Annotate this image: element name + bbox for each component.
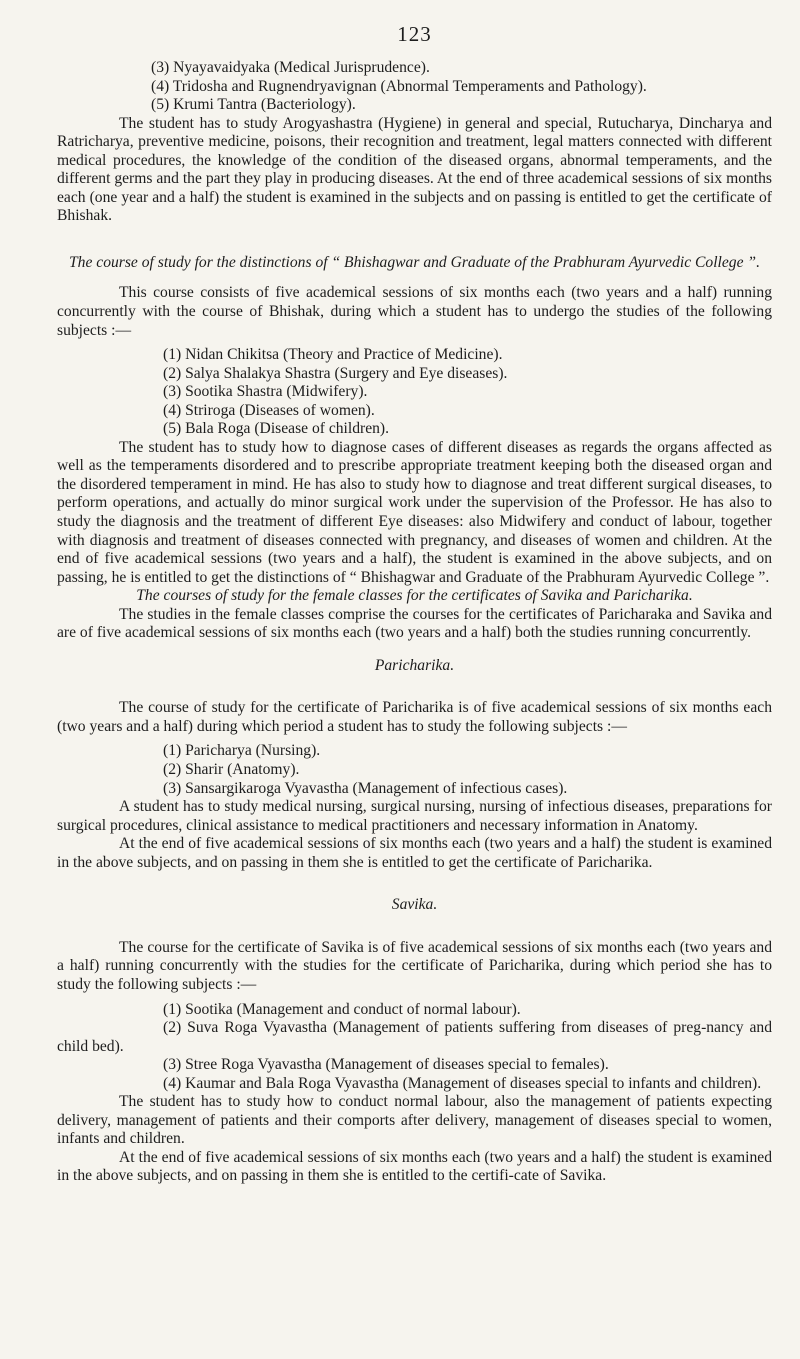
paricharika-item: (1) Paricharya (Nursing). xyxy=(163,742,321,760)
paragraph-savika-exam: At the end of five academical sessions of six months each (two years and a half) the student is examined in the above subjects, and on passing in them she is entitled to the certifi-cate of Savika. xyxy=(57,1148,772,1185)
paragraph-bhishak: The student has to study Arogyashastra (Hygiene) in general and special, Rutucharya, Dincharya and Ratricharya, preventive medicine, poisons, their recognition and treatment, legal matters connected with different medical procedures, the knowledge of the condition of the diseased organs, abnormal temperaments, and the different germs and the part they play in producing diseases. At the end of three academical sessions of six months each (one year and a half) the student is examined in the subjects and on passing is entitled to get the certificate of Bhishak. xyxy=(57,114,772,225)
heading-bhishagwar: The course of study for the distinctions of “ Bhishagwar and Graduate of the Prabhuram Ayurvedic College ”. xyxy=(68,253,760,271)
intro-item-5: (5) Krumi Tantra (Bacteriology). xyxy=(151,96,356,114)
savika-item: (4) Kaumar and Bala Roga Vyavastha (Management of diseases special to infants and children). xyxy=(163,1074,762,1092)
paragraph-diagnose: The student has to study how to diagnose cases of different diseases as regards the organs affected as well as the temperaments disordered and to prescribe appropriate treatment keeping both the diseased organ and the disordered temperament in mind. He has also to study how to diagnose and treat different surgical diseases, to perform operations, and actually do minor surgical work under the supervision of the Professor. He has also to study the diagnosis and the treatment of different Eye diseases: also Midwifery and conduct of labour, together with diagnosis and treatment of diseases connected with pregnancy, and diseases of women and children. At the end of five academical sessions (two years and a half), the student is examined in the above subjects, and on passing, he is entitled to get the distinctions of “ Bhishagwar and Graduate of the Prabhuram Ayurvedic College ”. xyxy=(57,438,772,586)
paragraph-female-classes: The studies in the female classes comprise the courses for the certificates of Paricharaka and Savika and are of five academical sessions of six months each (two years and a half) both the studies running concurrently. xyxy=(57,605,772,642)
heading-paricharika: Paricharika. xyxy=(374,656,455,674)
intro-item-3: (3) Nyayavaidyaka (Medical Jurisprudence). xyxy=(151,58,430,76)
bhishagwar-item: (4) Striroga (Diseases of women). xyxy=(163,401,375,419)
heading-savika: Savika. xyxy=(391,896,438,914)
bhishagwar-item: (3) Sootika Shastra (Midwifery). xyxy=(163,383,368,401)
bhishagwar-item: (5) Bala Roga (Disease of children). xyxy=(163,420,390,438)
paragraph-course-intro: This course consists of five academical sessions of six months each (two years and a half) running concurrently with the course of Bhishak, during which a student has to undergo the studies of the following subjects :— xyxy=(57,284,772,339)
savika-item: (3) Stree Roga Vyavastha (Management of diseases special to females). xyxy=(163,1056,609,1074)
paragraph-savika-labour: The student has to study how to conduct normal labour, also the management of patients expecting delivery, management of patients and their comports after delivery, management of diseases special to women, infants and children. xyxy=(57,1093,772,1148)
paragraph-paricharika-intro: The course of study for the certificate of Paricharika is of five academical sessions of six months each (two years and a half) during which period a student has to study the following subjects :— xyxy=(57,699,772,735)
intro-item-4: (4) Tridosha and Rugnendryavignan (Abnormal Temperaments and Pathology). xyxy=(151,77,647,95)
page-number: 123 xyxy=(397,22,432,46)
savika-item: (2) Suva Roga Vyavastha (Management of patients suffering from diseases of preg-nancy and child bed). xyxy=(57,1019,772,1055)
savika-item: (1) Sootika (Management and conduct of normal labour). xyxy=(163,1000,521,1018)
paricharika-item: (3) Sansargikaroga Vyavastha (Management of infectious cases). xyxy=(163,779,568,797)
paragraph-savika-intro: The course for the certificate of Savika is of five academical sessions of six months each (two years and a half) running concurrently with the studies for the certificate of Paricharika, during which period she has to study the following subjects :— xyxy=(57,938,772,993)
paricharika-item: (2) Sharir (Anatomy). xyxy=(163,761,300,779)
heading-female-courses: The courses of study for the female classes for the certificates of Savika and Paricharika. xyxy=(136,587,693,605)
paragraph-paricharika-nursing: A student has to study medical nursing, surgical nursing, nursing of infectious diseases, preparations for surgical procedures, clinical assistance to medical practitioners and necessary information in Anatomy. xyxy=(57,798,772,834)
bhishagwar-item: (1) Nidan Chikitsa (Theory and Practice of Medicine). xyxy=(163,346,503,364)
bhishagwar-item: (2) Salya Shalakya Shastra (Surgery and Eye diseases). xyxy=(163,364,508,382)
paragraph-paricharika-exam: At the end of five academical sessions of six months each (two years and a half) the student is examined in the above subjects, and on passing in them she is entitled to get the certificate of Paricharika. xyxy=(57,835,772,871)
